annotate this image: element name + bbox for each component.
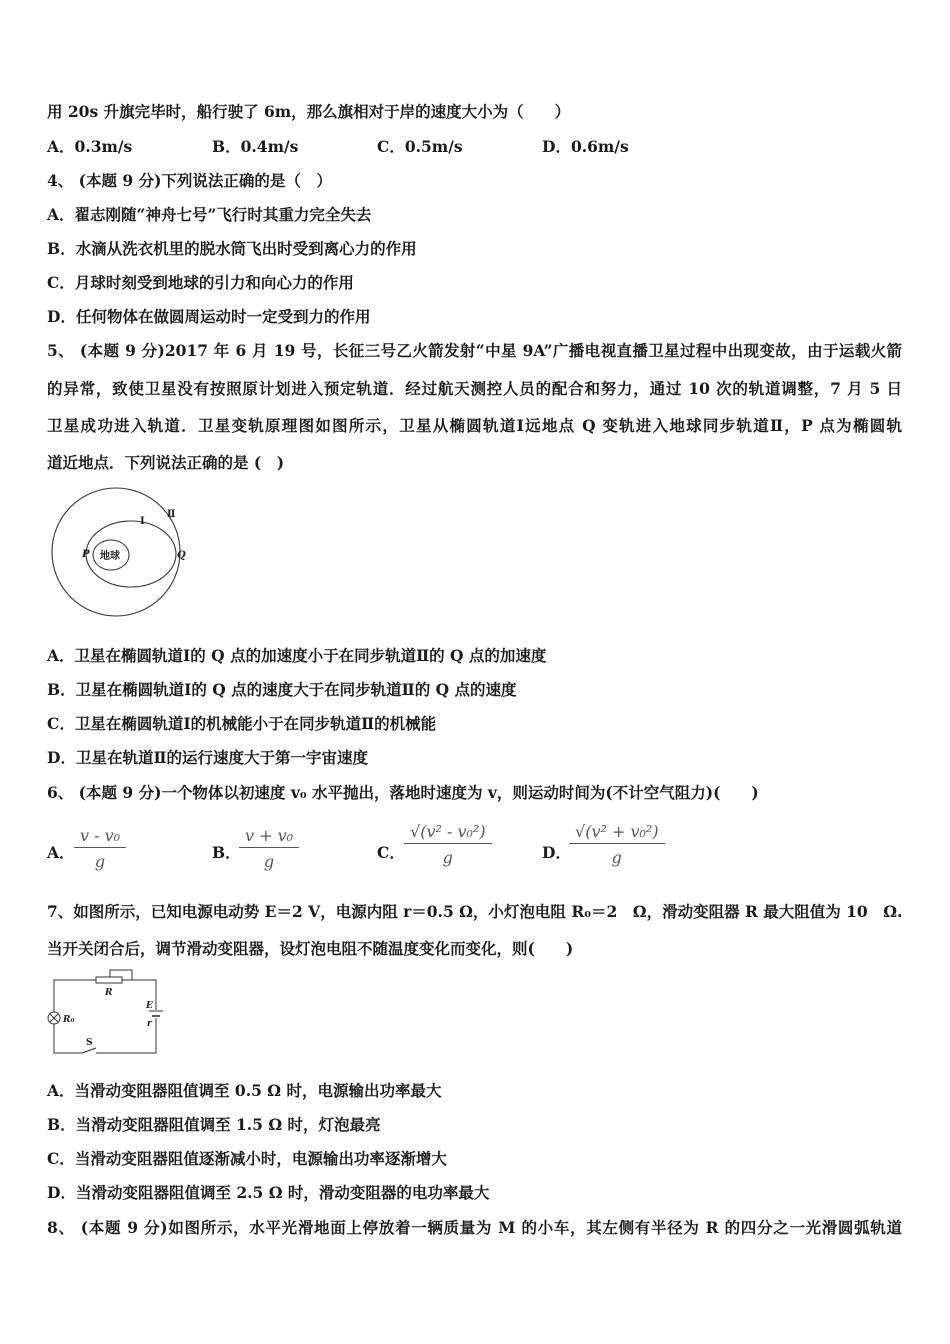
q5-option-d[interactable]: D．卫星在轨道Ⅱ的运行速度大于第一宇宙速度 [47,748,369,767]
q4-option-b[interactable]: B．水滴从洗衣机里的脱水筒飞出时受到离心力的作用 [47,239,417,258]
q6-option-a-fraction[interactable] [74,826,126,871]
q6-option-d-fraction[interactable] [569,822,665,867]
q3-option-d[interactable]: D．0.6m/s [542,137,629,156]
lamp-label: R₀ [63,1015,75,1025]
q5-option-a[interactable]: A．卫星在椭圆轨道Ⅰ的 Q 点的加速度小于在同步轨道Ⅱ的 Q 点的加速度 [47,646,547,665]
q4-option-a[interactable]: A．翟志刚随“神舟七号”飞行时其重力完全失去 [47,205,372,224]
q6-option-b-label[interactable]: B． [212,843,241,862]
q6-option-c-fraction[interactable] [404,822,492,867]
q6-option-c-numerator: √(v² - v₀²) [404,822,492,844]
q5-option-c[interactable]: C．卫星在椭圆轨道Ⅰ的机械能小于在同步轨道Ⅱ的机械能 [47,714,437,733]
q8-stem: 8、 (本题 9 分)如图所示，水平光滑地面上停放着一辆质量为 M 的小车，其左侧有半径为 R 的四分之一光滑圆弧轨道 [47,1218,902,1237]
q6-stem: 6、 (本题 9 分)一个物体以初速度 v₀ 水平抛出，落地时速度为 v，则运动时间为(不计空气阻力)( ) [47,783,759,802]
q7-option-d[interactable]: D．当滑动变阻器阻值调至 2.5 Ω 时，滑动变阻器的电功率最大 [47,1183,490,1202]
point-p-label: P [82,549,90,560]
q7-stem-line-1: 7、如图所示，已知电源电动势 E＝2 V，电源内阻 r＝0.5 Ω，小灯泡电阻 R₀＝2 Ω，滑动变阻器 R 最大阻值为 10 Ω. [47,902,903,921]
q5-stem-line-2: 的异常，致使卫星没有按照原计划进入预定轨道．经过航天测控人员的配合和努力，通过 10 次的轨道调整，7 月 5 日 [47,379,902,398]
q6-option-a-numerator: v - v₀ [74,826,126,848]
q3-option-a[interactable]: A．0.3m/s [47,137,133,156]
switch-label: S [86,1038,93,1048]
emf-label: E [146,1001,153,1011]
q6-option-b-numerator: v + v₀ [239,826,299,848]
orbit-diagram [46,486,196,618]
internal-resistance-label: r [147,1019,152,1029]
q7-option-b[interactable]: B．当滑动变阻器阻值调至 1.5 Ω 时，灯泡最亮 [47,1115,381,1134]
point-q-label: Q [177,550,186,561]
q6-option-b-denominator: g [263,852,275,871]
q6-option-a-denominator: g [94,852,106,871]
q3-stem-tail: 用 20s 升旗完毕时，船行驶了 6m，那么旗相对于岸的速度大小为（ ） [47,102,571,121]
orbit-i-label: I [140,516,145,527]
q5-stem-line-1: 5、 (本题 9 分)2017 年 6 月 19 号，长征三号乙火箭发射“中星 9A”广播电视直播卫星过程中出现变故，由于运载火箭 [47,341,902,360]
rheostat-label: R [105,988,113,998]
circuit-diagram [46,968,166,1060]
orbit-ii-label: Ⅱ [167,509,176,520]
q7-option-a[interactable]: A．当滑动变阻器阻值调至 0.5 Ω 时，电源输出功率最大 [47,1081,442,1100]
q6-option-c-label[interactable]: C． [377,843,405,862]
earth-label: 地球 [100,551,120,562]
q4-stem: 4、 (本题 9 分)下列说法正确的是（ ） [47,171,332,190]
q3-option-b[interactable]: B．0.4m/s [212,137,299,156]
q4-option-d[interactable]: D．任何物体在做圆周运动时一定受到力的作用 [47,307,371,326]
q5-option-b[interactable]: B．卫星在椭圆轨道Ⅰ的 Q 点的速度大于在同步轨道Ⅱ的 Q 点的速度 [47,680,517,699]
q7-option-c[interactable]: C．当滑动变阻器阻值逐渐减小时，电源输出功率逐渐增大 [47,1149,447,1168]
q6-option-d-denominator: g [611,848,622,867]
q7-stem-line-2: 当开关闭合后，调节滑动变阻器，设灯泡电阻不随温度变化而变化，则( ) [47,939,574,958]
rheostat [96,977,122,983]
q5-stem-line-4: 道近地点．下列说法正确的是 ( ) [47,453,285,472]
q6-option-d-numerator: √(v² + v₀²) [569,822,665,844]
q3-option-c[interactable]: C．0.5m/s [377,137,463,156]
q5-stem-line-3: 卫星成功进入轨道．卫星变轨原理图如图所示，卫星从椭圆轨道Ⅰ远地点 Q 变轨进入地球同步轨道Ⅱ，P 点为椭圆轨 [47,416,902,435]
q6-option-d-label[interactable]: D． [542,843,571,862]
q6-option-a-label[interactable]: A． [47,843,75,862]
q6-option-b-fraction[interactable] [239,826,299,871]
q4-option-c[interactable]: C．月球时刻受到地球的引力和向心力的作用 [47,273,354,292]
q6-option-c-denominator: g [442,848,453,867]
